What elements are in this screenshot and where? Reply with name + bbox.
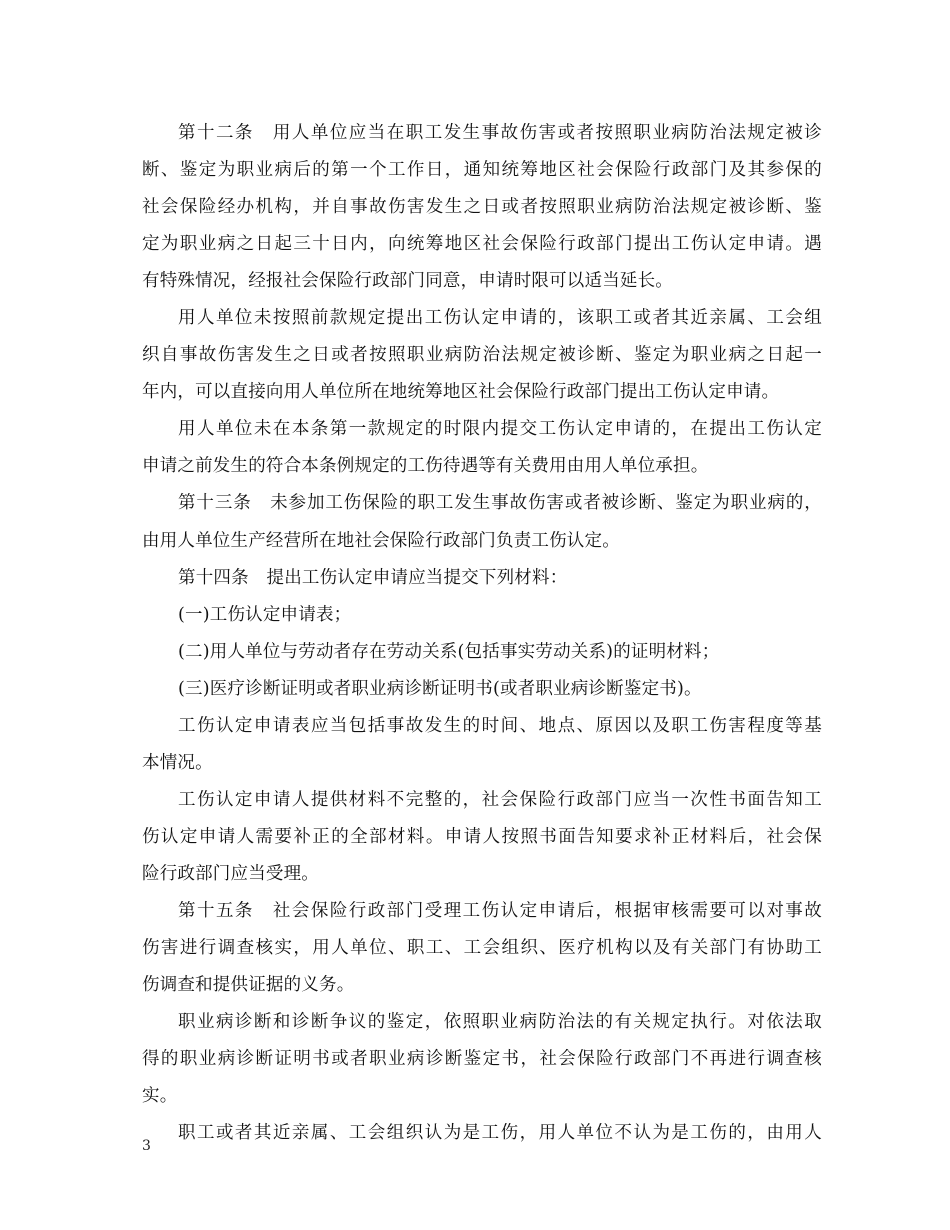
text-line: 第十二条 用人单位应当在职工发生事故伤害或者按照职业病防治法规定被诊	[178, 123, 822, 143]
list-item: (二)用人单位与劳动者存在劳动关系(包括事实劳动关系)的证明材料；	[178, 641, 720, 662]
text-line: 伤害进行调查核实，用人单位、职工、工会组织、医疗机构以及有关部门有协助工	[142, 938, 822, 959]
text-line: 织自事故伤害发生之日或者按照职业病防治法规定被诊断、鉴定为职业病之日起一	[142, 345, 822, 366]
text-line: 伤调查和提供证据的义务。	[142, 975, 355, 996]
text-line: 工伤认定申请人提供材料不完整的，社会保险行政部门应当一次性书面告知工	[178, 789, 822, 810]
text-line: 定为职业病之日起三十日内，向统筹地区社会保险行政部门提出工伤认定申请。遇	[142, 234, 822, 255]
text-line: 工伤认定申请表应当包括事故发生的时间、地点、原因以及职工伤害程度等基	[178, 715, 822, 736]
text-line: 职工或者其近亲属、工会组织认为是工伤，用人单位不认为是工伤的，由用人	[178, 1123, 822, 1144]
text-line: 第十五条 社会保险行政部门受理工伤认定申请后，根据审核需要可以对事故	[178, 900, 822, 921]
text-line: 第十四条 提出工伤认定申请应当提交下列材料：	[178, 567, 568, 588]
text-line: 职业病诊断和诊断争议的鉴定，依照职业病防治法的有关规定执行。对依法取	[178, 1012, 822, 1033]
text-line: 由用人单位生产经营所在地社会保险行政部门负责工伤认定。	[142, 530, 620, 551]
text-line: 社会保险经办机构，并自事故伤害发生之日或者按照职业病防治法规定被诊断、鉴	[142, 197, 822, 218]
text-line: 用人单位未按照前款规定提出工伤认定申请的，该职工或者其近亲属、工会组	[178, 308, 822, 329]
text-line: 伤认定申请人需要补正的全部材料。申请人按照书面告知要求补正材料后，社会保	[142, 826, 822, 847]
text-line: 断、鉴定为职业病后的第一个工作日，通知统筹地区社会保险行政部门及其参保的	[142, 160, 822, 181]
text-line: 实。	[142, 1086, 178, 1107]
text-line: 年内，可以直接向用人单位所在地统筹地区社会保险行政部门提出工伤认定申请。	[142, 382, 780, 403]
list-item: (三)医疗诊断证明或者职业病诊断证明书(或者职业病诊断鉴定书)。	[178, 678, 702, 699]
text-line: 得的职业病诊断证明书或者职业病诊断鉴定书，社会保险行政部门不再进行调查核	[142, 1049, 822, 1070]
text-line: 险行政部门应当受理。	[142, 863, 319, 884]
text-line: 第十三条 未参加工伤保险的职工发生事故伤害或者被诊断、鉴定为职业病的，	[178, 493, 822, 514]
text-line: 本情况。	[142, 752, 213, 773]
page-number: 3	[142, 1138, 151, 1154]
list-item: (一)工伤认定申请表；	[178, 604, 352, 625]
body-text	[142, 115, 822, 1152]
text-line: 申请之前发生的符合本条例规定的工伤待遇等有关费用由用人单位承担。	[142, 456, 709, 477]
text-line: 有特殊情况，经报社会保险行政部门同意，申请时限可以适当延长。	[142, 271, 673, 292]
text-line: 用人单位未在本条第一款规定的时限内提交工伤认定申请的，在提出工伤认定	[178, 419, 822, 440]
